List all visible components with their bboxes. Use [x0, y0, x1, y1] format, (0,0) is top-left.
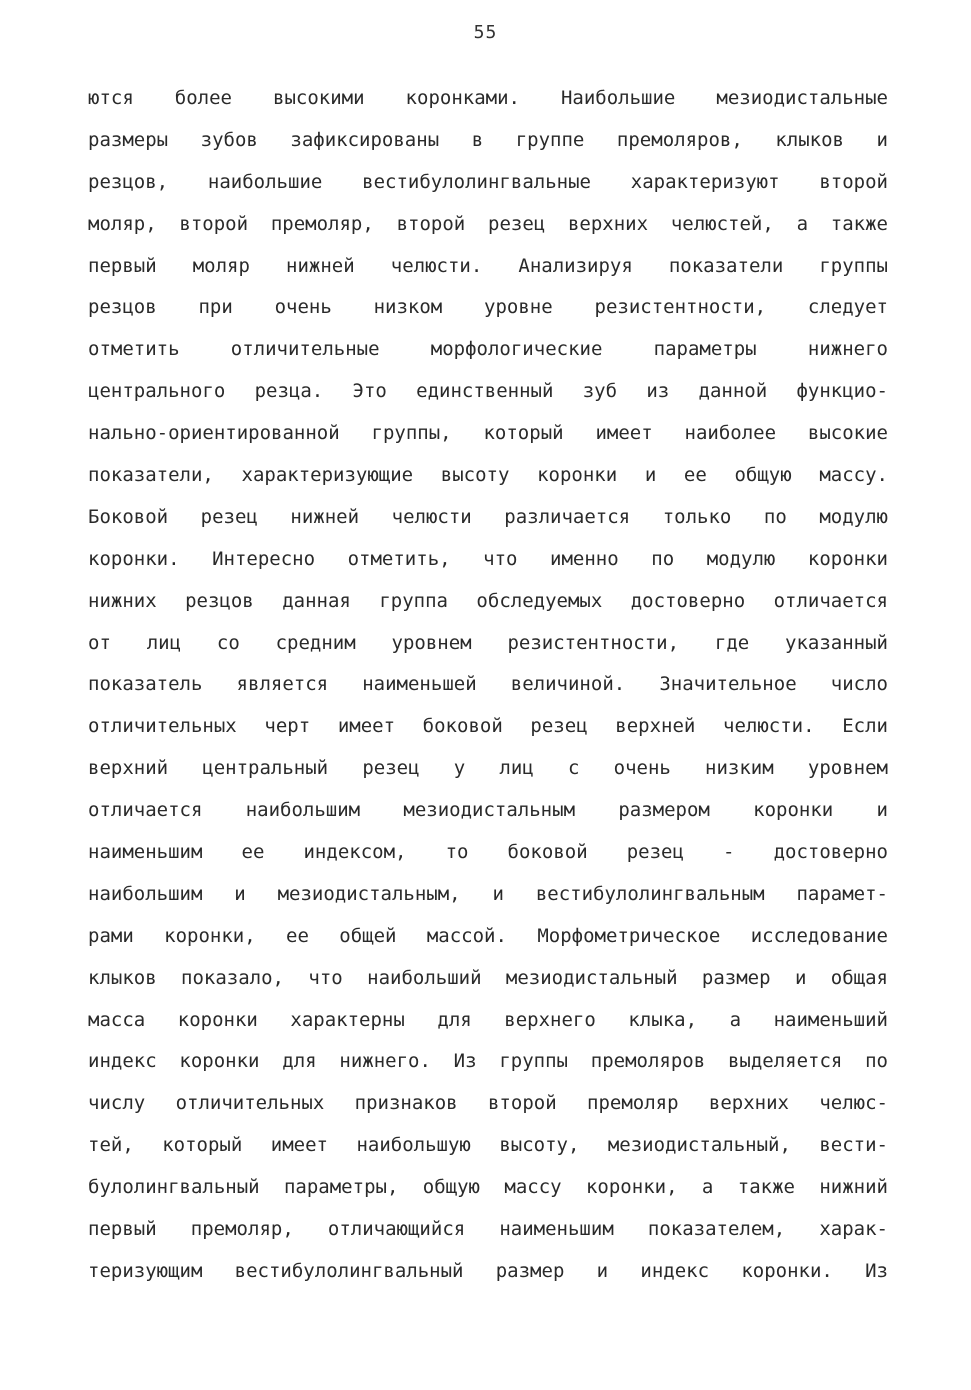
text-line: отличительных черт имеет боковой резец верхней челюсти. Если	[88, 715, 888, 738]
text-line: первый премоляр, отличающийся наименьшим показателем, харак-	[88, 1218, 888, 1241]
text-line: рами коронки, ее общей массой. Морфометрическое исследование	[88, 924, 888, 947]
text-line: отметить отличительные морфологические параметры нижнего	[88, 338, 888, 361]
text-line: Боковой резец нижней челюсти различается только по модулю	[88, 505, 888, 528]
text-line: индекс коронки для нижнего. Из группы премоляров выделяется по	[88, 1050, 888, 1073]
text-line: клыков показало, что наибольший мезиодистальный размер и общая	[88, 966, 888, 989]
text-line: тей, который имеет наибольшую высоту, мезиодистальный, вести-	[88, 1134, 888, 1157]
text-line: центрального резца. Это единственный зуб из данной функцио-	[88, 380, 888, 403]
text-line: наибольшим и мезиодистальным, и вестибулолингвальным парамет-	[88, 882, 888, 905]
text-line: коронки. Интересно отметить, что именно по модулю коронки	[88, 547, 888, 570]
text-line: масса коронки характерны для верхнего клыка, а наименьший	[88, 1008, 888, 1031]
text-line: числу отличительных признаков второй премоляр верхних челюс-	[88, 1092, 888, 1115]
text-line: булолингвальный параметры, общую массу коронки, а также нижний	[88, 1176, 888, 1199]
text-line: ются более высокими коронками. Наибольшие мезиодистальные	[88, 87, 888, 109]
text-line: резцов при очень низком уровне резистентности, следует	[88, 296, 888, 319]
text-line: первый моляр нижней челюсти. Анализируя показатели группы	[88, 254, 888, 277]
text-line: моляр, второй премоляр, второй резец верхних челюстей, а также	[88, 212, 888, 235]
text-line: от лиц со средним уровнем резистентности, где указанный	[88, 631, 888, 654]
text-line: наименьшим ее индексом, то боковой резец - достоверно	[88, 841, 888, 864]
text-line: резцов, наибольшие вестибулолингвальные характеризуют второй	[88, 170, 888, 193]
text-line: показатель является наименьшей величиной. Значительное число	[88, 673, 888, 696]
body-text	[88, 78, 888, 1293]
page-number: 55	[473, 22, 498, 43]
text-line: размеры зубов зафиксированы в группе премоляров, клыков и	[88, 128, 888, 151]
text-line: верхний центральный резец у лиц с очень низким уровнем	[88, 757, 888, 780]
text-line: нижних резцов данная группа обследуемых достоверно отличается	[88, 589, 888, 612]
text-line: отличается наибольшим мезиодистальным размером коронки и	[88, 799, 888, 822]
text-line: теризующим вестибулолингвальный размер и индекс коронки. Из	[88, 1259, 888, 1282]
text-line: показатели, характеризующие высоту коронки и ее общую массу.	[88, 464, 888, 487]
text-line: нально-ориентированной группы, который имеет наиболее высокие	[88, 422, 888, 445]
